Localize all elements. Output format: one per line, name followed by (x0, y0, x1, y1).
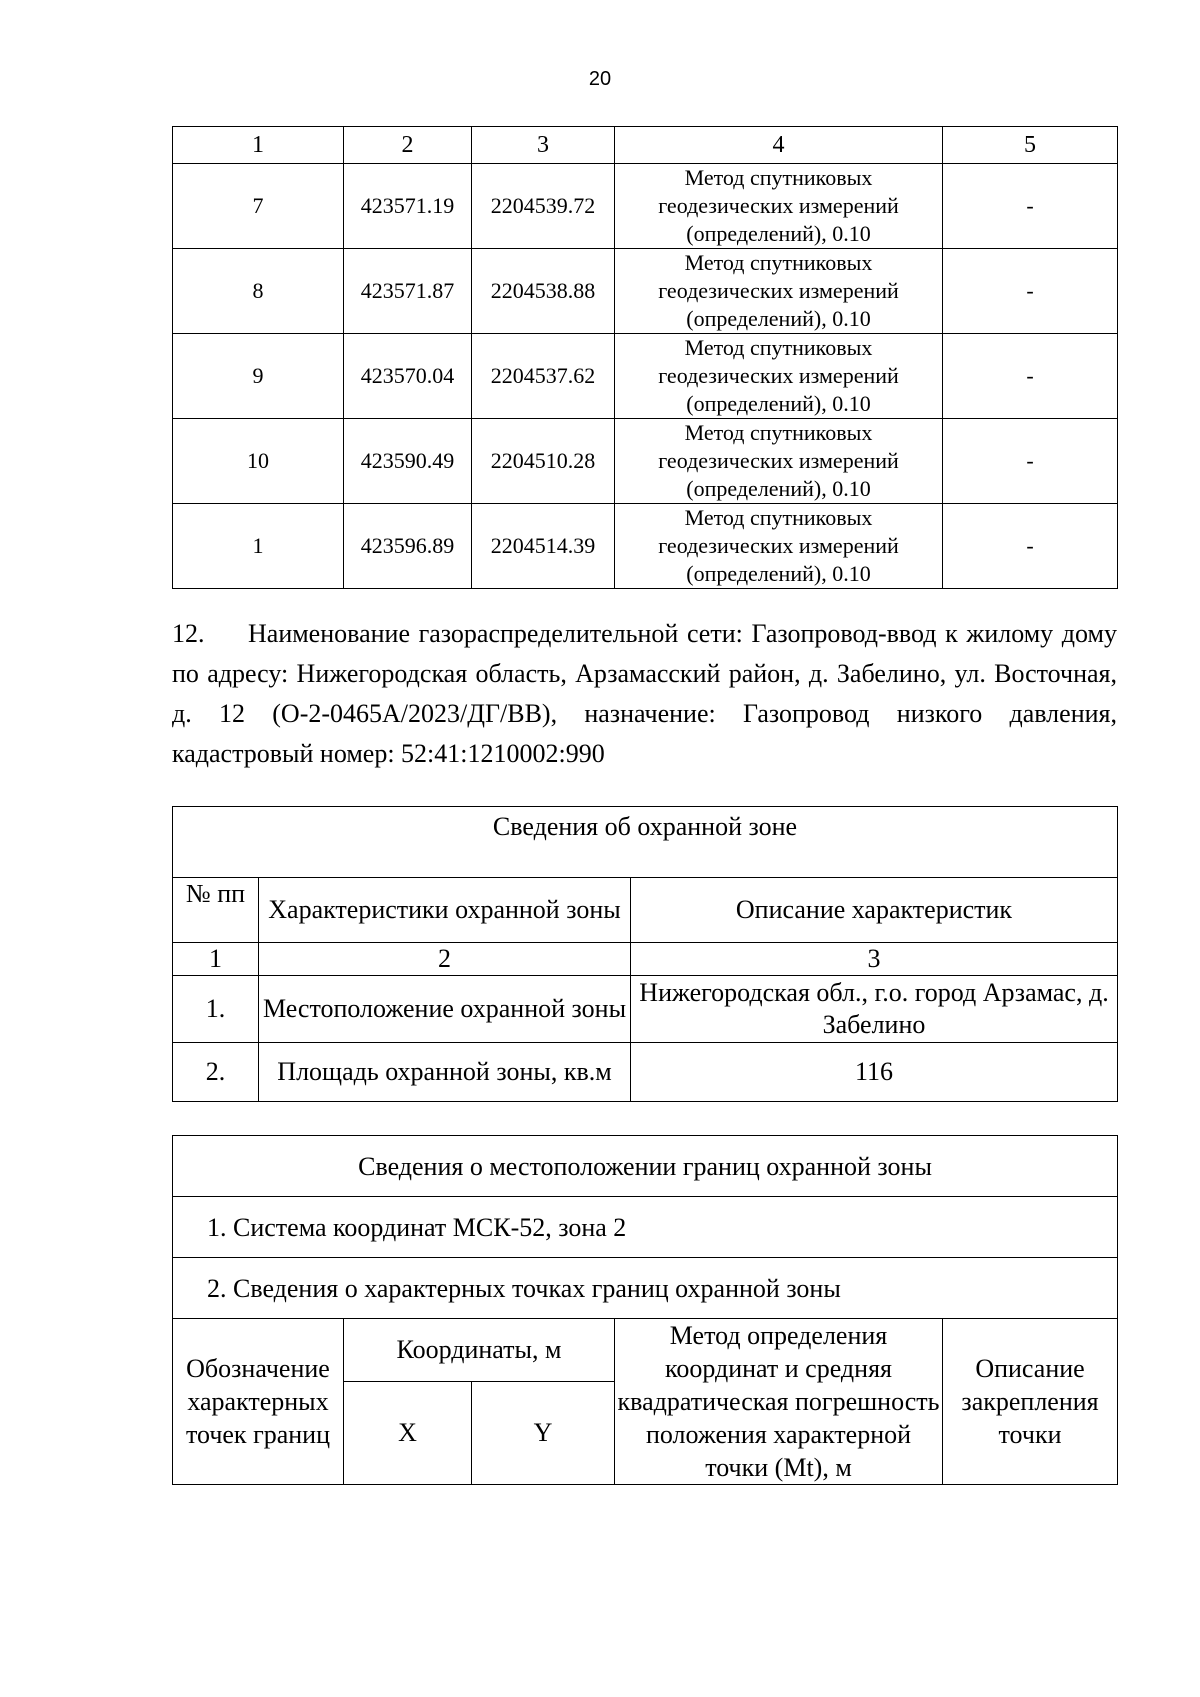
desc-cell: - (943, 249, 1118, 334)
header-cell-method: Метод определения координат и средняя квадратическая погрешность положения характерной точки (Mt), м (615, 1319, 943, 1485)
point-cell: 10 (173, 419, 344, 504)
header-cell: Характеристики охранной зоны (259, 878, 631, 943)
point-cell: 1 (173, 504, 344, 589)
header-cell: Описание характеристик (631, 878, 1118, 943)
bounds-header-row (173, 1319, 1118, 1382)
x-cell: 423596.89 (344, 504, 472, 589)
method-line: Метод спутниковых (684, 165, 873, 190)
section-paragraph (172, 614, 1117, 774)
number-cell: 1 (173, 943, 259, 976)
table-row (173, 334, 1118, 419)
method-cell (615, 334, 943, 419)
method-line: (определений), 0.10 (686, 561, 871, 586)
header-cell: 5 (943, 127, 1118, 164)
method-line: Метод спутниковых (684, 420, 873, 445)
table-row (173, 976, 1118, 1043)
table-row (173, 164, 1118, 249)
coordinate-system-row (173, 1197, 1118, 1258)
y-cell: 2204510.28 (472, 419, 615, 504)
method-line: геодезических измерений (658, 448, 899, 473)
zone-info-table (172, 806, 1118, 1102)
method-line: геодезических измерений (658, 363, 899, 388)
page-number: 20 (588, 68, 612, 90)
boundaries-table (172, 1135, 1118, 1485)
points-title-row (173, 1258, 1118, 1319)
bounds-table-title: Сведения о местоположении границ охранной зоны (173, 1136, 1118, 1197)
number-cell: 2 (259, 943, 631, 976)
desc-cell: - (943, 419, 1118, 504)
table-row (173, 249, 1118, 334)
desc-cell: - (943, 504, 1118, 589)
y-cell: 2204514.39 (472, 504, 615, 589)
x-cell: 423571.19 (344, 164, 472, 249)
header-cell-point: Обозначение характерных точек границ (173, 1319, 344, 1485)
desc-cell: - (943, 164, 1118, 249)
y-cell: 2204537.62 (472, 334, 615, 419)
method-cell (615, 419, 943, 504)
x-cell: 423571.87 (344, 249, 472, 334)
section-number: 12. (172, 619, 205, 648)
characteristic-cell: Местоположение охранной зоны (259, 976, 631, 1043)
coordinates-header-row (173, 127, 1118, 164)
row-number: 1. (173, 976, 259, 1043)
coordinate-system: 1. Система координат МСК-52, зона 2 (173, 1197, 1118, 1258)
section-text: Наименование газораспределительной сети: Газопровод-ввод к жилому дому по адресу: Нижегородская область, Арзамасский район, д. Забелино, ул. Восточная, д. 12 (О-2-0465А/2023/ДГ/ВВ), назначение: Газопровод низкого давления, кадастровый номер: 52:41:1210002:990 (172, 619, 1117, 768)
method-line: Метод спутниковых (684, 335, 873, 360)
points-title: 2. Сведения о характерных точках границ охранной зоны (173, 1258, 1118, 1319)
table-row (173, 419, 1118, 504)
method-line: Метод спутниковых (684, 505, 873, 530)
point-cell: 8 (173, 249, 344, 334)
table-row (173, 504, 1118, 589)
header-cell: № пп (173, 878, 259, 943)
desc-cell: - (943, 334, 1118, 419)
header-cell-desc: Описание закрепления точки (943, 1319, 1118, 1485)
method-line: (определений), 0.10 (686, 306, 871, 331)
point-cell: 7 (173, 164, 344, 249)
bounds-title-row (173, 1136, 1118, 1197)
point-cell: 9 (173, 334, 344, 419)
number-cell: 3 (631, 943, 1118, 976)
x-cell: 423570.04 (344, 334, 472, 419)
y-cell: 2204538.88 (472, 249, 615, 334)
row-number: 2. (173, 1043, 259, 1102)
method-line: геодезических измерений (658, 533, 899, 558)
method-line: (определений), 0.10 (686, 391, 871, 416)
header-cell: 4 (615, 127, 943, 164)
y-cell: 2204539.72 (472, 164, 615, 249)
description-cell: 116 (631, 1043, 1118, 1102)
method-line: геодезических измерений (658, 193, 899, 218)
method-cell (615, 504, 943, 589)
method-line: (определений), 0.10 (686, 221, 871, 246)
x-cell: 423590.49 (344, 419, 472, 504)
method-cell (615, 249, 943, 334)
characteristic-cell: Площадь охранной зоны, кв.м (259, 1043, 631, 1102)
header-cell-coords: Координаты, м (344, 1319, 615, 1382)
zone-header-row (173, 878, 1118, 943)
header-cell: 3 (472, 127, 615, 164)
table-row (173, 1043, 1118, 1102)
coordinates-table (172, 126, 1118, 589)
zone-number-row (173, 943, 1118, 976)
zone-title-row (173, 807, 1118, 878)
header-cell-x: X (344, 1381, 472, 1485)
method-line: геодезических измерений (658, 278, 899, 303)
method-line: Метод спутниковых (684, 250, 873, 275)
description-cell: Нижегородская обл., г.о. город Арзамас, д. Забелино (631, 976, 1118, 1043)
method-cell (615, 164, 943, 249)
method-line: (определений), 0.10 (686, 476, 871, 501)
header-cell: 2 (344, 127, 472, 164)
header-cell-y: Y (472, 1381, 615, 1485)
zone-table-title: Сведения об охранной зоне (173, 807, 1118, 878)
header-cell: 1 (173, 127, 344, 164)
